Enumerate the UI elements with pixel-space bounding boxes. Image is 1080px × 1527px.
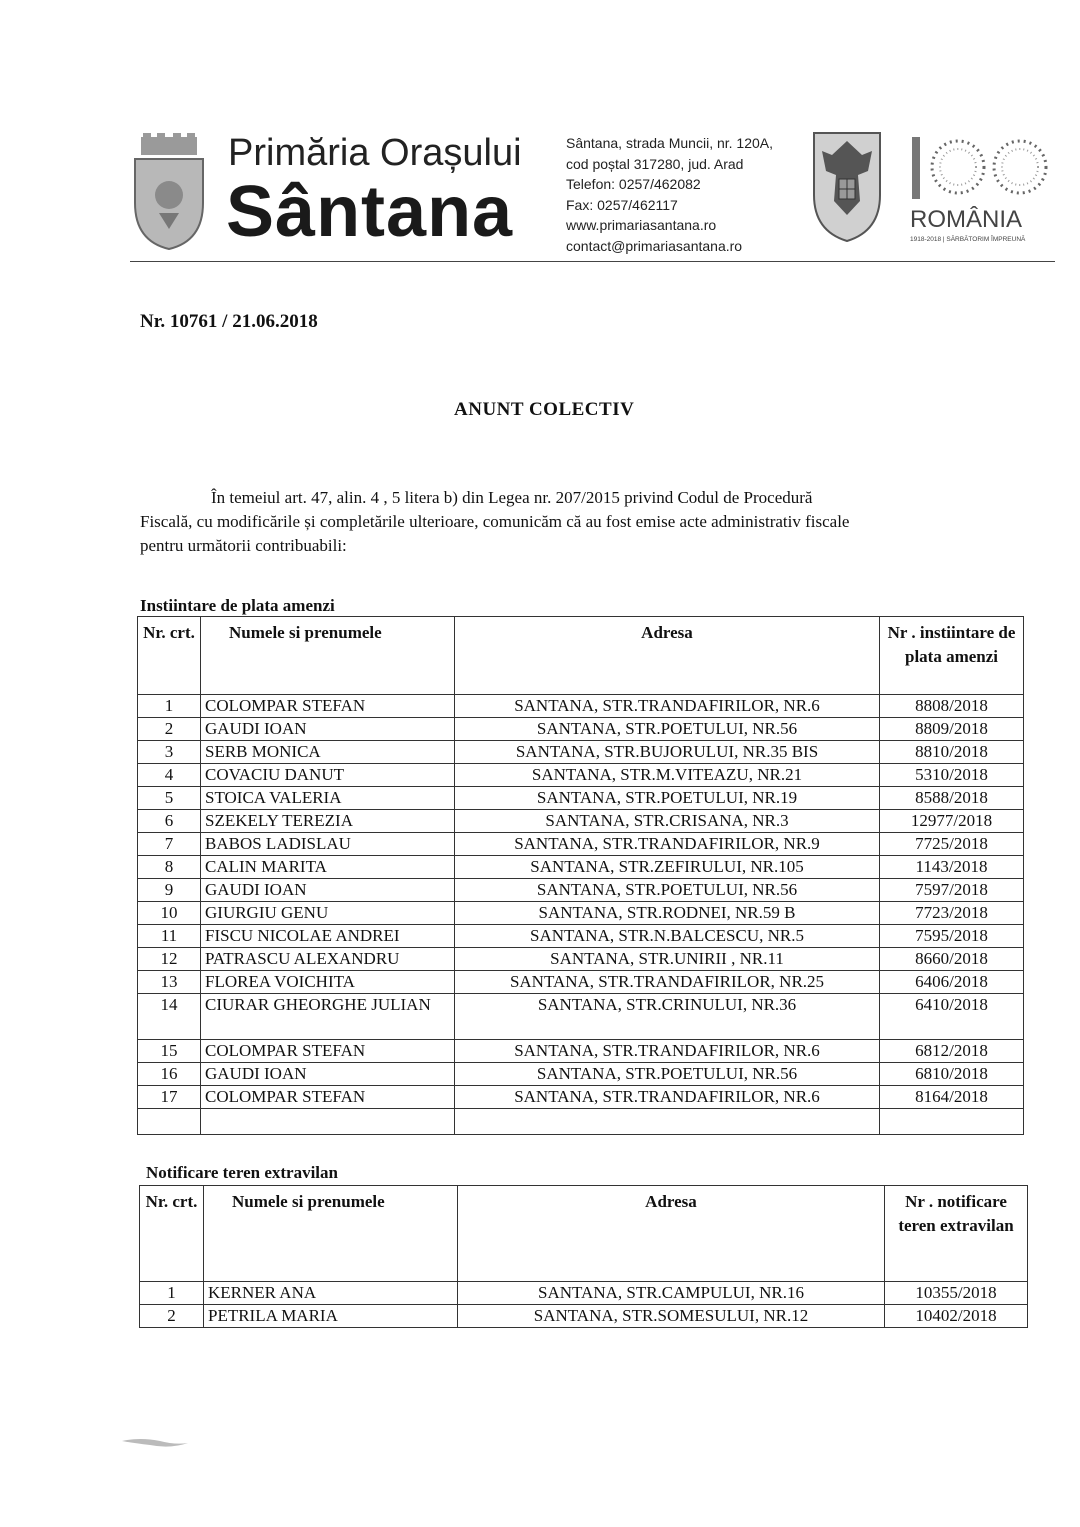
cell-empty: [880, 1109, 1024, 1135]
cell-notice-number: 6810/2018: [880, 1063, 1024, 1086]
header-notice-number: Nr . notificare teren extravilan: [885, 1186, 1028, 1282]
contact-website: www.primariasantana.ro: [566, 217, 717, 233]
table-row: [138, 994, 1024, 1040]
cell-nr-crt: 13: [138, 971, 201, 994]
cell-name: CIURAR GHEORGHE JULIAN: [201, 994, 455, 1040]
cell-notice-number: 6812/2018: [880, 1040, 1024, 1063]
cell-name: CALIN MARITA: [201, 856, 455, 879]
cell-notice-number: 8660/2018: [880, 948, 1024, 971]
cell-name: GAUDI IOAN: [201, 1063, 455, 1086]
cell-nr-crt: 1: [140, 1282, 204, 1305]
national-coat-of-arms-icon: [812, 131, 882, 243]
table-row: [140, 1305, 1028, 1328]
cell-notice-number: 6410/2018: [880, 994, 1024, 1040]
header-title-line1: Primăria Orașului: [228, 132, 522, 174]
contact-address: Sântana, strada Muncii, nr. 120A,: [566, 135, 774, 151]
cell-notice-number: 7725/2018: [880, 833, 1024, 856]
cell-address: SANTANA, STR.TRANDAFIRILOR, NR.25: [455, 971, 880, 994]
land-section-title: Notificare teren extravilan: [146, 1163, 338, 1182]
table-row: [138, 1063, 1024, 1086]
cell-name: COLOMPAR STEFAN: [201, 1040, 455, 1063]
cell-address: SANTANA, STR.N.BALCESCU, NR.5: [455, 925, 880, 948]
cell-address: SANTANA, STR.POETULUI, NR.19: [455, 787, 880, 810]
town-crest-icon: [133, 133, 205, 251]
intro-line: pentru următorii contribuabili:: [140, 536, 347, 555]
header-address: Adresa: [455, 617, 880, 695]
cell-empty: [138, 1109, 201, 1135]
header-nr-crt: Nr. crt.: [140, 1186, 204, 1282]
cell-address: SANTANA, STR.POETULUI, NR.56: [455, 879, 880, 902]
cell-notice-number: 12977/2018: [880, 810, 1024, 833]
cell-nr-crt: 16: [138, 1063, 201, 1086]
cell-address: SANTANA, STR.CRISANA, NR.3: [455, 810, 880, 833]
contact-email: contact@primariasantana.ro: [566, 237, 743, 254]
cell-name: BABOS LADISLAU: [201, 833, 455, 856]
table-row: [138, 879, 1024, 902]
cell-notice-number: 8809/2018: [880, 718, 1024, 741]
cell-address: SANTANA, STR.TRANDAFIRILOR, NR.6: [455, 695, 880, 718]
cell-name: GAUDI IOAN: [201, 879, 455, 902]
scan-smudge: [120, 1435, 190, 1451]
cell-name: SZEKELY TEREZIA: [201, 810, 455, 833]
cell-address: SANTANA, STR.BUJORULUI, NR.35 BIS: [455, 741, 880, 764]
table-header-row: [138, 617, 1024, 695]
cell-name: COLOMPAR STEFAN: [201, 1086, 455, 1109]
table-row: [138, 787, 1024, 810]
cell-notice-number: 7723/2018: [880, 902, 1024, 925]
cell-nr-crt: 7: [138, 833, 201, 856]
cell-notice-number: 5310/2018: [880, 764, 1024, 787]
cell-notice-number: 1143/2018: [880, 856, 1024, 879]
table-row: [138, 833, 1024, 856]
cell-address: SANTANA, STR.POETULUI, NR.56: [455, 1063, 880, 1086]
cell-notice-number: 6406/2018: [880, 971, 1024, 994]
cell-address: SANTANA, STR.M.VITEAZU, NR.21: [455, 764, 880, 787]
cell-notice-number: 8808/2018: [880, 695, 1024, 718]
table-row: [138, 902, 1024, 925]
table-row: [140, 1282, 1028, 1305]
cell-address: SANTANA, STR.TRANDAFIRILOR, NR.6: [455, 1086, 880, 1109]
cell-name: PETRILA MARIA: [204, 1305, 458, 1328]
header-notice-number: Nr . instiintare de plata amenzi: [880, 617, 1024, 695]
table-row: [138, 948, 1024, 971]
cell-name: GAUDI IOAN: [201, 718, 455, 741]
cell-address: SANTANA, STR.UNIRII , NR.11: [455, 948, 880, 971]
cell-nr-crt: 8: [138, 856, 201, 879]
table-row: [138, 925, 1024, 948]
header-nr-crt: Nr. crt.: [138, 617, 201, 695]
cell-notice-number: 7595/2018: [880, 925, 1024, 948]
cell-nr-crt: 5: [138, 787, 201, 810]
table-row: [138, 971, 1024, 994]
cell-notice-number: 8810/2018: [880, 741, 1024, 764]
centenary-subtitle: 1918-2018 | SĂRBĂTORIM ÎMPREUNĂ: [910, 236, 1026, 243]
cell-address: SANTANA, STR.CRINULUI, NR.36: [455, 994, 880, 1040]
header-name: Numele si prenumele: [201, 617, 455, 695]
centenary-text: ROMÂNIA: [910, 206, 1023, 233]
table-row: [138, 718, 1024, 741]
cell-address: SANTANA, STR.TRANDAFIRILOR, NR.6: [455, 1040, 880, 1063]
table-row: [138, 1040, 1024, 1063]
table-row: [138, 1086, 1024, 1109]
cell-name: FISCU NICOLAE ANDREI: [201, 925, 455, 948]
cell-address: SANTANA, STR.ZEFIRULUI, NR.105: [455, 856, 880, 879]
intro-paragraph: [140, 486, 980, 558]
header-title-line2: Sântana: [226, 172, 514, 252]
header-divider: [130, 261, 1055, 262]
cell-name: GIURGIU GENU: [201, 902, 455, 925]
document-title: ANUNT COLECTIV: [454, 399, 635, 420]
cell-empty: [455, 1109, 880, 1135]
cell-name: STOICA VALERIA: [201, 787, 455, 810]
letterhead: [0, 0, 1080, 270]
cell-nr-crt: 12: [138, 948, 201, 971]
table-row: [138, 856, 1024, 879]
cell-nr-crt: 11: [138, 925, 201, 948]
cell-nr-crt: 9: [138, 879, 201, 902]
table-row: [138, 810, 1024, 833]
cell-nr-crt: 2: [138, 718, 201, 741]
fines-section-title: Instiintare de plata amenzi: [140, 596, 335, 615]
table-row-empty: [138, 1109, 1024, 1135]
cell-name: FLOREA VOICHITA: [201, 971, 455, 994]
cell-notice-number: 8164/2018: [880, 1086, 1024, 1109]
table-row: [138, 764, 1024, 787]
cell-notice-number: 8588/2018: [880, 787, 1024, 810]
cell-nr-crt: 2: [140, 1305, 204, 1328]
cell-nr-crt: 1: [138, 695, 201, 718]
cell-address: SANTANA, STR.CAMPULUI, NR.16: [458, 1282, 885, 1305]
cell-name: COLOMPAR STEFAN: [201, 695, 455, 718]
table-row: [138, 741, 1024, 764]
cell-name: KERNER ANA: [204, 1282, 458, 1305]
table-header-row: [140, 1186, 1028, 1282]
cell-nr-crt: 3: [138, 741, 201, 764]
header-name: Numele si prenumele: [204, 1186, 458, 1282]
contact-postal: cod poștal 317280, jud. Arad: [566, 155, 744, 172]
cell-notice-number: 10402/2018: [885, 1305, 1028, 1328]
cell-nr-crt: 4: [138, 764, 201, 787]
cell-nr-crt: 17: [138, 1086, 201, 1109]
cell-nr-crt: 10: [138, 902, 201, 925]
cell-address: SANTANA, STR.POETULUI, NR.56: [455, 718, 880, 741]
table-row: [138, 695, 1024, 718]
cell-nr-crt: 6: [138, 810, 201, 833]
contact-block: [566, 133, 773, 256]
contact-fax: Fax: 0257/462117: [566, 196, 678, 213]
cell-name: PATRASCU ALEXANDRU: [201, 948, 455, 971]
document-number: Nr. 10761 / 21.06.2018: [140, 311, 318, 332]
cell-address: SANTANA, STR.TRANDAFIRILOR, NR.9: [455, 833, 880, 856]
cell-empty: [201, 1109, 455, 1135]
fines-table-body: [138, 695, 1024, 1135]
contact-phone: Telefon: 0257/462082: [566, 176, 701, 192]
cell-address: SANTANA, STR.RODNEI, NR.59 B: [455, 902, 880, 925]
land-table: [139, 1185, 1028, 1328]
cell-name: COVACIU DANUT: [201, 764, 455, 787]
centenary-logo: [908, 133, 1054, 245]
fines-table: [137, 616, 1024, 1135]
cell-nr-crt: 15: [138, 1040, 201, 1063]
cell-address: SANTANA, STR.SOMESULUI, NR.12: [458, 1305, 885, 1328]
cell-notice-number: 10355/2018: [885, 1282, 1028, 1305]
cell-nr-crt: 14: [138, 994, 201, 1040]
header-address: Adresa: [458, 1186, 885, 1282]
intro-line: În temeiul art. 47, alin. 4 , 5 litera b) din Legea nr. 207/2015 privind Codul de Procedură: [211, 488, 813, 507]
cell-name: SERB MONICA: [201, 741, 455, 764]
intro-line: Fiscală, cu modificările și completările ulterioare, comunicăm că au fost emise acte administrativ fiscale: [140, 512, 850, 531]
land-table-body: [140, 1282, 1028, 1328]
cell-notice-number: 7597/2018: [880, 879, 1024, 902]
